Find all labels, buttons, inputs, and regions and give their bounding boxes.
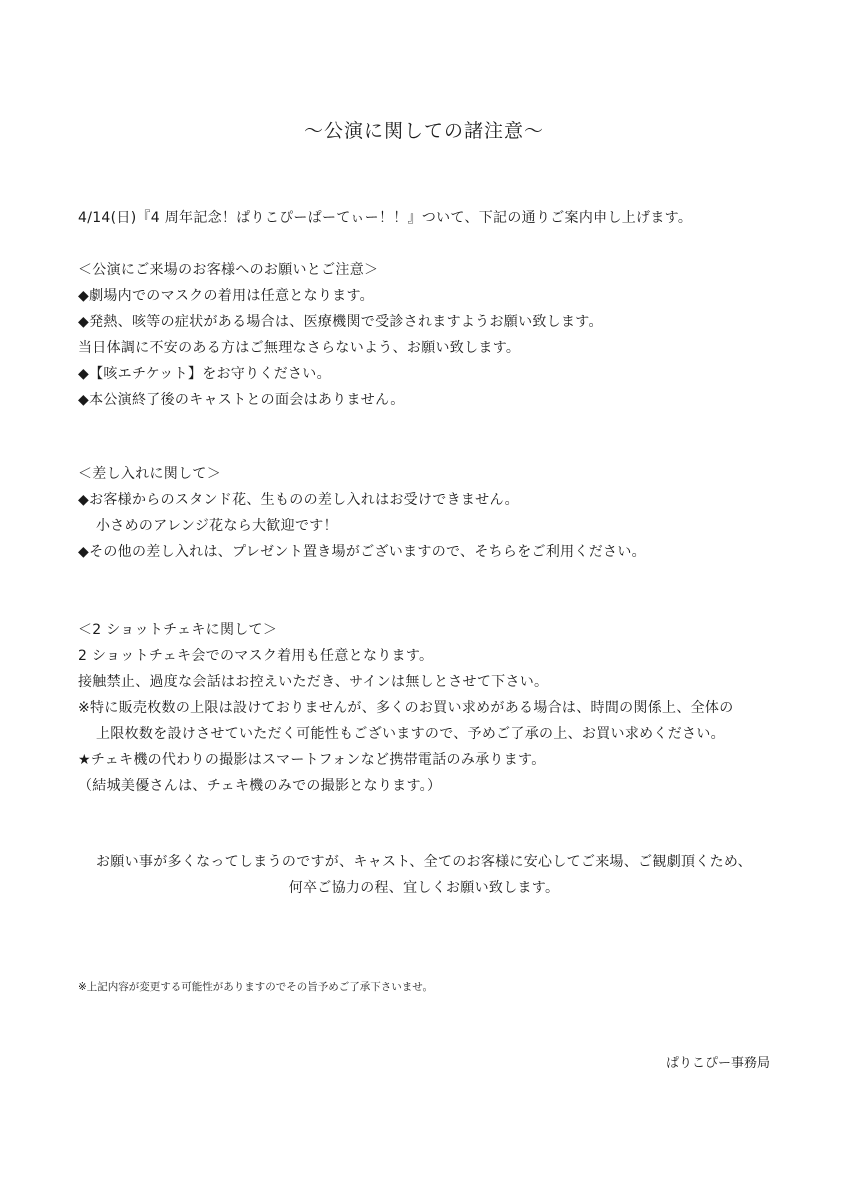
notice-line: ◆【咳エチケット】をお守りください。: [78, 366, 331, 382]
notice-line: 小さめのアレンジ花なら大歓迎です！: [96, 518, 338, 534]
page-title: 〜公演に関しての諸注意〜: [303, 120, 544, 142]
notice-line: ◆お客様からのスタンド花、生ものの差し入れはお受けできません。: [78, 492, 519, 508]
notice-line: 上限枚数を設けさせていただく可能性もございますので、予めご了承の上、お買い求めください。: [96, 726, 725, 742]
section-heading-audience: ＜公演にご来場のお客様へのお願いとご注意＞: [78, 262, 379, 278]
closing-text: 何卒ご協力の程、宜しくお願い致します。: [288, 880, 560, 896]
intro-text: 4/14(日)『4 周年記念！ぱりこぴーぱーてぃー！！』ついて、下記の通りご案内申し上げます。: [78, 210, 693, 226]
notice-line: 当日体調に不安のある方はご無理なさらないよう、お願い致します。: [78, 340, 521, 356]
section-heading-cheki: ＜2 ショットチェキに関して＞: [78, 622, 278, 638]
notice-line: ◆発熱、咳等の症状がある場合は、医療機関で受診されますようお願い致します。: [78, 314, 603, 330]
signature: ぱりこぴー事務局: [665, 1056, 770, 1071]
notice-line: ◆本公演終了後のキャストとの面会はありません。: [78, 392, 405, 408]
notice-line: ★チェキ機の代わりの撮影はスマートフォンなど携帯電話のみ承ります。: [78, 752, 546, 768]
notice-line: ※特に販売枚数の上限は設けておりませんが、多くのお買い求めがある場合は、時間の関係上、全体の: [78, 700, 734, 716]
notice-line: （結城美優さんは、チェキ機のみでの撮影となります。）: [78, 778, 442, 794]
change-note: ※上記内容が変更する可能性がありますのでその旨予めご了承下さいませ。: [78, 981, 433, 993]
section-heading-gifts: ＜差し入れに関して＞: [78, 466, 221, 482]
notice-line: 接触禁止、過度な会話はお控えいただき、サインは無しとさせて下さい。: [78, 674, 549, 690]
notice-line: ◆劇場内でのマスクの着用は任意となります。: [78, 288, 374, 304]
notice-line: ◆その他の差し入れは、プレゼント置き場がございますので、そちらをご利用ください。: [78, 544, 646, 560]
notice-line: 2 ショットチェキ会でのマスク着用も任意となります。: [78, 648, 434, 664]
closing-text: お願い事が多くなってしまうのですが、キャスト、全てのお客様に安心してご来場、ご観劇頂くため、: [96, 854, 752, 870]
